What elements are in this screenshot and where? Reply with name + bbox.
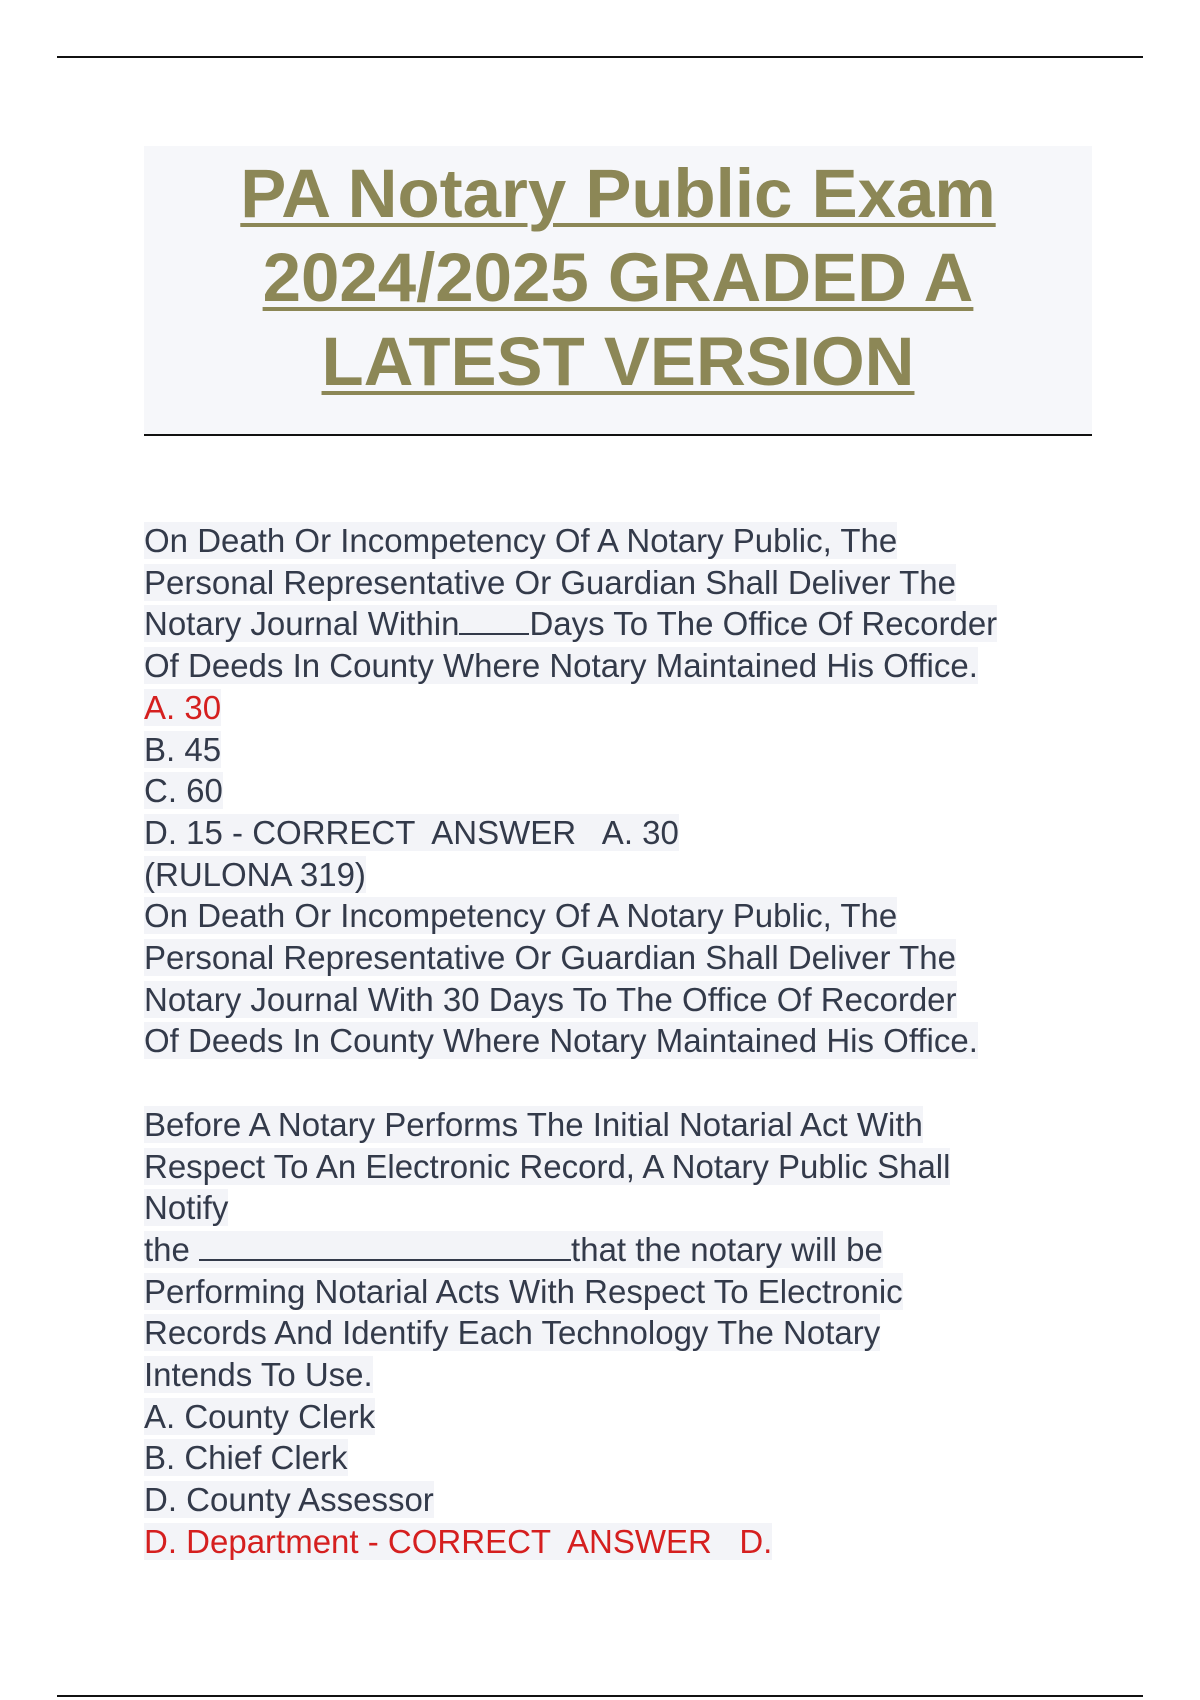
q2-option-d-answer: D. Department - CORRECT ANSWER D. <box>144 1522 773 1560</box>
q1-explanation-line-2: Personal Representative Or Guardian Shall Deliver The <box>144 939 956 977</box>
q2-option-b: B. Chief Clerk <box>144 1439 348 1477</box>
q2-line-6: Records And Identify Each Technology The Notary <box>144 1314 881 1352</box>
q1-explanation-line-3: Notary Journal With 30 Days To The Office Of Recorder <box>144 980 957 1018</box>
title-box <box>144 146 1092 436</box>
q1-line-2: Personal Representative Or Guardian Shall Deliver The <box>144 563 956 601</box>
q2-line-1: Before A Notary Performs The Initial Notarial Act With <box>144 1105 923 1143</box>
title-line-2: 2024/2025 GRADED A <box>262 239 974 316</box>
q1-option-d-answer: D. 15 - CORRECT ANSWER A. 30 <box>144 813 679 851</box>
q2-option-c: D. County Assessor <box>144 1481 434 1519</box>
answer-blank <box>459 605 529 635</box>
q1-option-b: B. 45 <box>144 730 222 768</box>
bottom-rule <box>57 1695 1143 1697</box>
q2-line-7: Intends To Use. <box>144 1356 373 1394</box>
q2-line-2: Respect To An Electronic Record, A Notary Public Shall <box>144 1147 951 1185</box>
q1-explanation-line-4: Of Deeds In County Where Notary Maintained His Office. <box>144 1022 978 1060</box>
q1-reference: (RULONA 319) <box>144 855 366 893</box>
q2-line-4 <box>144 1229 1104 1271</box>
q1-line-4: Of Deeds In County Where Notary Maintained His Office. <box>144 647 978 685</box>
q1-line-3-before: Notary Journal Within <box>144 605 460 643</box>
q1-explanation-line-1: On Death Or Incompetency Of A Notary Public, The <box>144 897 898 935</box>
document-body <box>144 520 1104 1563</box>
top-rule <box>57 56 1143 58</box>
q2-line-4-before: the <box>144 1230 200 1268</box>
q1-option-a: A. 30 <box>144 688 222 726</box>
q1-option-c: C. 60 <box>144 772 223 810</box>
q1-line-3-after: Days To The Office Of Recorder <box>529 605 998 643</box>
q1-line-3 <box>144 603 1104 645</box>
title-line-1: PA Notary Public Exam <box>240 155 996 232</box>
title-line-3: LATEST VERSION <box>321 323 915 400</box>
q1-line-1: On Death Or Incompetency Of A Notary Public, The <box>144 522 898 559</box>
paragraph-spacer <box>144 1062 1104 1104</box>
q2-line-4-after: that the notary will be <box>571 1230 883 1268</box>
answer-blank <box>199 1231 571 1261</box>
q2-line-3: Notify <box>144 1189 229 1227</box>
q2-line-5: Performing Notarial Acts With Respect To Electronic <box>144 1272 903 1310</box>
q2-option-a: A. County Clerk <box>144 1397 376 1435</box>
